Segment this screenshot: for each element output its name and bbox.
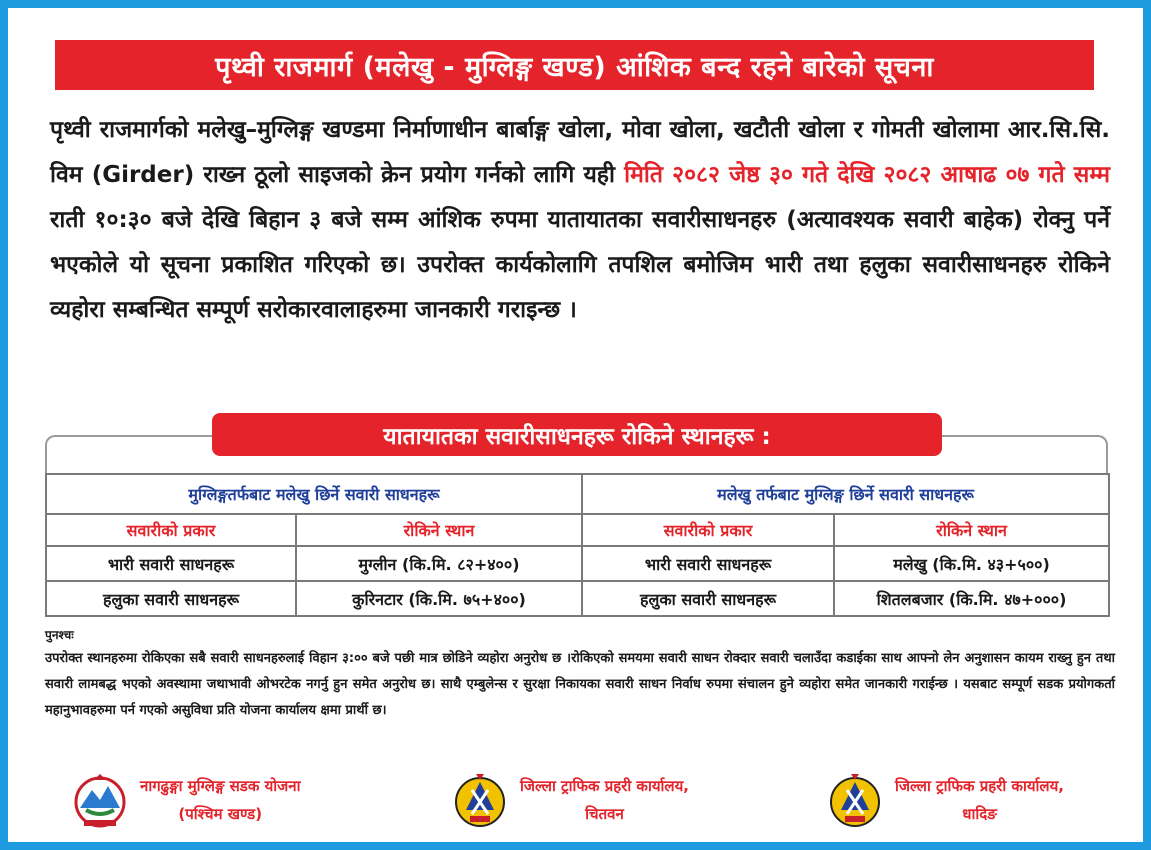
cell-right-type: भारी सवारी साधनहरू	[582, 546, 834, 581]
col-vehicle-type-left: सवारीको प्रकार	[46, 514, 296, 546]
police-emblem-icon	[450, 770, 510, 830]
table-row	[46, 581, 1109, 616]
direction-left: मुग्लिङ्गतर्फबाट मलेखु छिर्ने सवारी साधनहरू	[46, 474, 582, 514]
cell-left-type: हलुका सवारी साधनहरू	[46, 581, 296, 616]
col-stop-place-right: रोकिने स्थान	[834, 514, 1109, 546]
cell-left-place: कुरिनटार (कि.मि. ७५+४००)	[296, 581, 582, 616]
nepal-emblem-icon	[70, 770, 130, 830]
footer-line1: जिल्ला ट्राफिक प्रहरी कार्यालय,	[895, 777, 1064, 795]
direction-right: मलेखु तर्फबाट मुग्लिङ्ग छिर्ने सवारी साधनहरू	[582, 474, 1109, 514]
police-emblem-icon	[825, 770, 885, 830]
footer-line2: (पश्चिम खण्ड)	[178, 805, 263, 823]
footer-office-road-project	[70, 770, 301, 830]
col-stop-place-left: रोकिने स्थान	[296, 514, 582, 546]
footer-line2: धादिङ	[962, 805, 997, 823]
notice-title: पृथ्वी राजमार्ग (मलेखु - मुग्लिङ्ग खण्ड) आंशिक बन्द रहने बारेको सूचना	[55, 40, 1094, 90]
date-highlight: मिति २०८२ जेष्ठ ३० गते देखि २०८२ आषाढ ०७ गते सम्म	[624, 162, 1110, 188]
table-row	[46, 546, 1109, 581]
route-table	[45, 473, 1110, 617]
section-heading: यातायातका सवारीसाधनहरू रोकिने स्थानहरू :	[212, 413, 942, 456]
cell-left-type: भारी सवारी साधनहरू	[46, 546, 296, 581]
body-text-part2: राती १०:३० बजे देखि बिहान ३ बजे सम्म आंशिक रुपमा यातायातका सवारीसाधनहरु (अत्यावश्यक सवारी बाहेक) रोक्नु पर्ने भएकोले यो सूचना प्रकाशित गरिएको छ। उपरोक्त कार्यकोलागि तपशिल बमोजिम भारी तथा हलुका सवारीसाधनहरु रोकिने व्यहोरा सम्बन्धित सम्पूर्ण सरोकारवालाहरुमा जानकारी गराइन्छ ।	[50, 207, 1110, 323]
body-text-part1: पृथ्वी राजमार्गको मलेखु–मुग्लिङ्ग खण्डमा निर्माणाधीन बार्बाङ्ग खोला, मोवा खोला, खटौती खोला र गोमती खोलामा आर.सि.सि. विम (Girder) राख्न ठूलो साइजको क्रेन प्रयोग गर्नको लागि यही	[50, 117, 1110, 188]
cell-left-place: मुग्लीन (कि.मि. ८२+४००)	[296, 546, 582, 581]
footer-office-traffic-chitwan	[450, 770, 689, 830]
notice-body	[50, 108, 1110, 333]
table-direction-row	[46, 474, 1109, 514]
cell-right-place: मलेखु (कि.मि. ४३+५००)	[834, 546, 1109, 581]
table-header-row	[46, 514, 1109, 546]
postscript-label: पुनश्चः	[45, 628, 74, 642]
postscript-text: उपरोक्त स्थानहरुमा रोकिएका सबै सवारी साधनहरुलाई विहान ३:०० बजे पछी मात्र छोडिने व्यहोरा अनुरोध छ ।रोकिएको समयमा सवारी साधन रोक्दार सवारी चलाउँदा कडाईका साथ आफ्नो लेन अनुशासन कायम राख्नु हुन तथा सवारी लामबद्ध भएको अवस्थामा जथाभावी ओभरटेक नगर्नु हुन समेत अनुरोध छ। साथै एम्बुलेन्स र सुरक्षा निकायका सवारी साधन निर्वाध रुपमा संचालन हुने व्यहोरा समेत जानकारी गराईन्छ । यसबाट सम्पूर्ण सडक प्रयोगकर्ता महानुभावहरुमा पर्न गएको असुविधा प्रति योजना कार्यालय क्षमा प्रार्थी छ।	[45, 651, 1115, 718]
col-vehicle-type-right: सवारीको प्रकार	[582, 514, 834, 546]
footer-line1: जिल्ला ट्राफिक प्रहरी कार्यालय,	[520, 777, 689, 795]
cell-right-place: शितलबजार (कि.मि. ४७+०००)	[834, 581, 1109, 616]
footer-office-traffic-dhading	[825, 770, 1064, 830]
footer-line1: नागढुङ्गा मुग्लिङ्ग सडक योजना	[140, 777, 301, 795]
footer-line2: चितवन	[585, 805, 624, 823]
cell-right-type: हलुका सवारी साधनहरू	[582, 581, 834, 616]
